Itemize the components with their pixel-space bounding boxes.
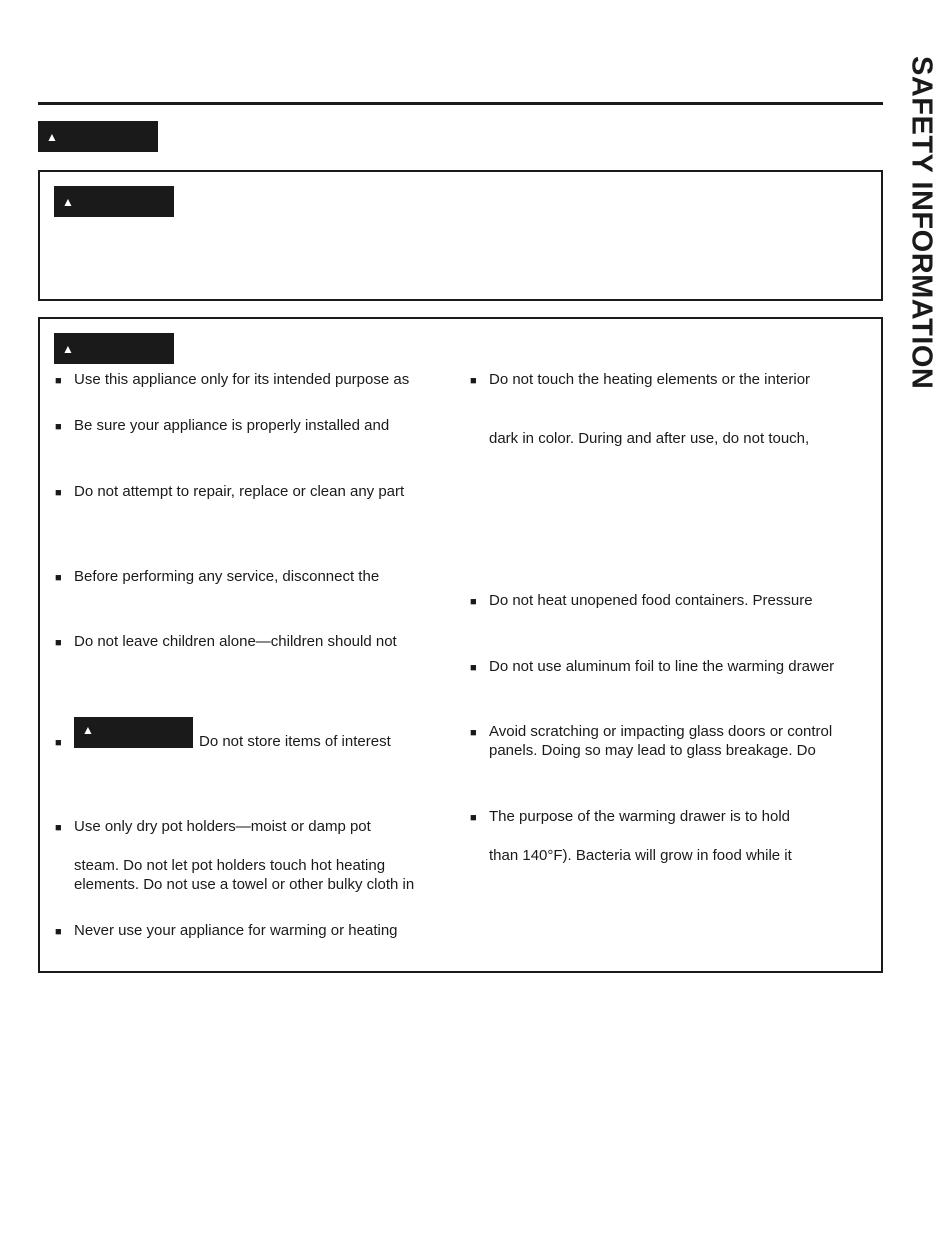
square-bullet: ■ bbox=[55, 487, 62, 499]
square-bullet: ■ bbox=[55, 637, 62, 649]
warning-badge-box-1 bbox=[54, 186, 174, 217]
square-bullet: ■ bbox=[470, 662, 477, 674]
list-item bbox=[489, 657, 834, 677]
square-bullet: ■ bbox=[55, 926, 62, 938]
square-bullet: ■ bbox=[470, 727, 477, 739]
list-item-text: dark in color. During and after use, do not touch, bbox=[489, 430, 810, 447]
square-bullet: ■ bbox=[470, 596, 477, 608]
list-item-text: steam. Do not let pot holders touch hot heating bbox=[74, 857, 386, 874]
list-item-text: Do not leave children alone—children should not bbox=[74, 633, 397, 650]
list-item bbox=[74, 482, 404, 502]
warning-badge-inline bbox=[74, 717, 193, 748]
list-item-text: than 140°F). Bacteria will grow in food while it bbox=[489, 847, 792, 864]
square-bullet: ■ bbox=[55, 822, 62, 834]
list-item bbox=[489, 722, 832, 742]
square-bullet: ■ bbox=[55, 737, 62, 749]
side-title-text: SAFETY INFORMATION bbox=[905, 56, 938, 390]
list-item-text: Do not store items of interest bbox=[199, 733, 391, 750]
warning-badge-main bbox=[38, 121, 158, 152]
list-item-continuation bbox=[489, 846, 792, 866]
list-item-text: Do not heat unopened food containers. Pressure bbox=[489, 592, 813, 609]
square-bullet: ■ bbox=[55, 375, 62, 387]
warning-triangle-icon: ▲ bbox=[62, 341, 74, 356]
warning-triangle-icon: ▲ bbox=[82, 723, 94, 737]
warning-triangle-icon: ▲ bbox=[46, 129, 58, 144]
list-item-text: Be sure your appliance is properly installed and bbox=[74, 417, 390, 434]
list-item bbox=[74, 416, 389, 436]
list-item bbox=[199, 732, 391, 752]
list-item-text: Never use your appliance for warming or heating bbox=[74, 922, 398, 939]
list-item-text: panels. Doing so may lead to glass breakage. Do bbox=[489, 742, 816, 759]
list-item-continuation bbox=[74, 875, 414, 895]
list-item bbox=[74, 817, 371, 837]
list-item bbox=[489, 807, 790, 827]
warning-triangle-icon: ▲ bbox=[62, 194, 74, 209]
list-item-continuation bbox=[74, 856, 385, 876]
list-item-text: Do not touch the heating elements or the interior bbox=[489, 371, 811, 388]
list-item-text: elements. Do not use a towel or other bulky cloth in bbox=[74, 876, 415, 893]
square-bullet: ■ bbox=[55, 572, 62, 584]
header-rule bbox=[38, 102, 883, 105]
list-item-text: Do not attempt to repair, replace or clean any part bbox=[74, 483, 405, 500]
list-item-text: Avoid scratching or impacting glass doors or control bbox=[489, 723, 833, 740]
list-item bbox=[74, 567, 379, 587]
list-item-text: Do not use aluminum foil to line the warming drawer bbox=[489, 658, 835, 675]
list-item-continuation bbox=[489, 429, 809, 449]
list-item-text: Use this appliance only for its intended purpose as bbox=[74, 371, 410, 388]
list-item bbox=[74, 632, 397, 652]
square-bullet: ■ bbox=[470, 812, 477, 824]
side-title bbox=[895, 38, 947, 408]
list-item-text: Use only dry pot holders—moist or damp pot bbox=[74, 818, 371, 835]
square-bullet: ■ bbox=[470, 375, 477, 387]
list-item bbox=[489, 591, 813, 611]
warning-badge-box-2 bbox=[54, 333, 174, 364]
list-item-text: The purpose of the warming drawer is to hold bbox=[489, 808, 790, 825]
list-item-continuation bbox=[489, 741, 816, 761]
list-item bbox=[74, 921, 398, 941]
list-item bbox=[489, 370, 810, 390]
square-bullet: ■ bbox=[55, 421, 62, 433]
list-item bbox=[74, 370, 409, 390]
list-item-text: Before performing any service, disconnect the bbox=[74, 568, 380, 585]
